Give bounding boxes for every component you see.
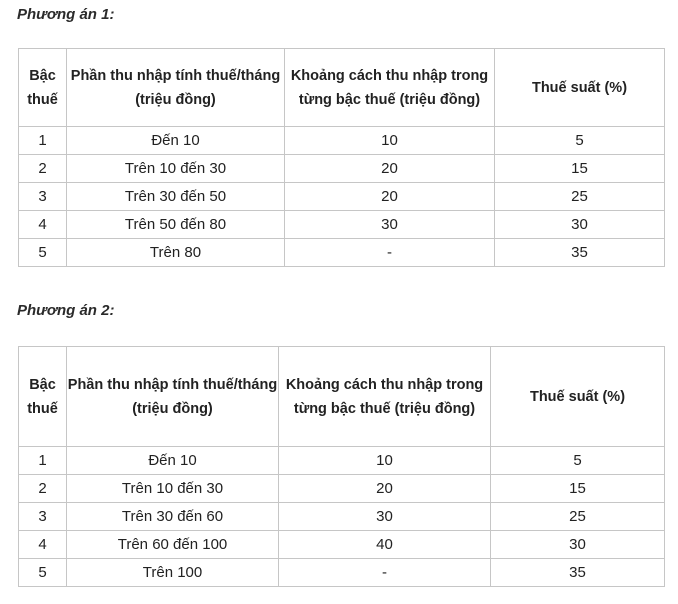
cell-gap: 40 [279, 531, 491, 559]
cell-income: Trên 10 đến 30 [67, 155, 285, 183]
header-tax-bracket: Bậc thuế [19, 49, 67, 127]
table-header-row [19, 49, 665, 127]
cell-rate: 25 [495, 183, 665, 211]
cell-bracket: 4 [19, 211, 67, 239]
cell-gap: 20 [285, 183, 495, 211]
cell-income: Đến 10 [67, 127, 285, 155]
cell-rate: 15 [495, 155, 665, 183]
cell-income: Trên 50 đến 80 [67, 211, 285, 239]
cell-gap: - [285, 239, 495, 267]
cell-bracket: 2 [19, 155, 67, 183]
cell-rate: 35 [491, 559, 665, 587]
cell-income: Trên 80 [67, 239, 285, 267]
cell-gap: 30 [285, 211, 495, 239]
cell-bracket: 5 [19, 559, 67, 587]
header-income-gap: Khoảng cách thu nhập trong từng bậc thuế (triệu đồng) [279, 347, 491, 447]
section-title-option-2: Phương án 2: [17, 302, 115, 319]
cell-gap: 10 [279, 447, 491, 475]
cell-income: Đến 10 [67, 447, 279, 475]
cell-bracket: 3 [19, 183, 67, 211]
header-tax-bracket: Bậc thuế [19, 347, 67, 447]
cell-income: Trên 10 đến 30 [67, 475, 279, 503]
table-row [19, 475, 665, 503]
cell-income: Trên 100 [67, 559, 279, 587]
cell-gap: 20 [285, 155, 495, 183]
cell-bracket: 3 [19, 503, 67, 531]
cell-rate: 15 [491, 475, 665, 503]
header-tax-rate: Thuế suất (%) [491, 347, 665, 447]
table-row [19, 239, 665, 267]
cell-income: Trên 30 đến 50 [67, 183, 285, 211]
tax-table-option-1 [18, 48, 665, 267]
table-row [19, 183, 665, 211]
table-row [19, 127, 665, 155]
cell-bracket: 1 [19, 127, 67, 155]
cell-rate: 30 [495, 211, 665, 239]
cell-gap: 30 [279, 503, 491, 531]
cell-rate: 5 [491, 447, 665, 475]
cell-gap: 20 [279, 475, 491, 503]
cell-income: Trên 60 đến 100 [67, 531, 279, 559]
cell-rate: 5 [495, 127, 665, 155]
cell-gap: - [279, 559, 491, 587]
cell-rate: 25 [491, 503, 665, 531]
table-row [19, 155, 665, 183]
cell-gap: 10 [285, 127, 495, 155]
section-title-option-1: Phương án 1: [17, 6, 115, 23]
table-row [19, 559, 665, 587]
cell-rate: 35 [495, 239, 665, 267]
table-row [19, 447, 665, 475]
table-header-row [19, 347, 665, 447]
header-taxable-income: Phần thu nhập tính thuế/tháng (triệu đồng) [67, 49, 285, 127]
cell-bracket: 4 [19, 531, 67, 559]
table-row [19, 531, 665, 559]
cell-bracket: 1 [19, 447, 67, 475]
cell-bracket: 2 [19, 475, 67, 503]
cell-income: Trên 30 đến 60 [67, 503, 279, 531]
cell-bracket: 5 [19, 239, 67, 267]
header-taxable-income: Phần thu nhập tính thuế/tháng (triệu đồng) [67, 347, 279, 447]
cell-rate: 30 [491, 531, 665, 559]
table-row [19, 503, 665, 531]
tax-table-option-2 [18, 346, 665, 587]
header-tax-rate: Thuế suất (%) [495, 49, 665, 127]
table-row [19, 211, 665, 239]
header-income-gap: Khoảng cách thu nhập trong từng bậc thuế (triệu đồng) [285, 49, 495, 127]
